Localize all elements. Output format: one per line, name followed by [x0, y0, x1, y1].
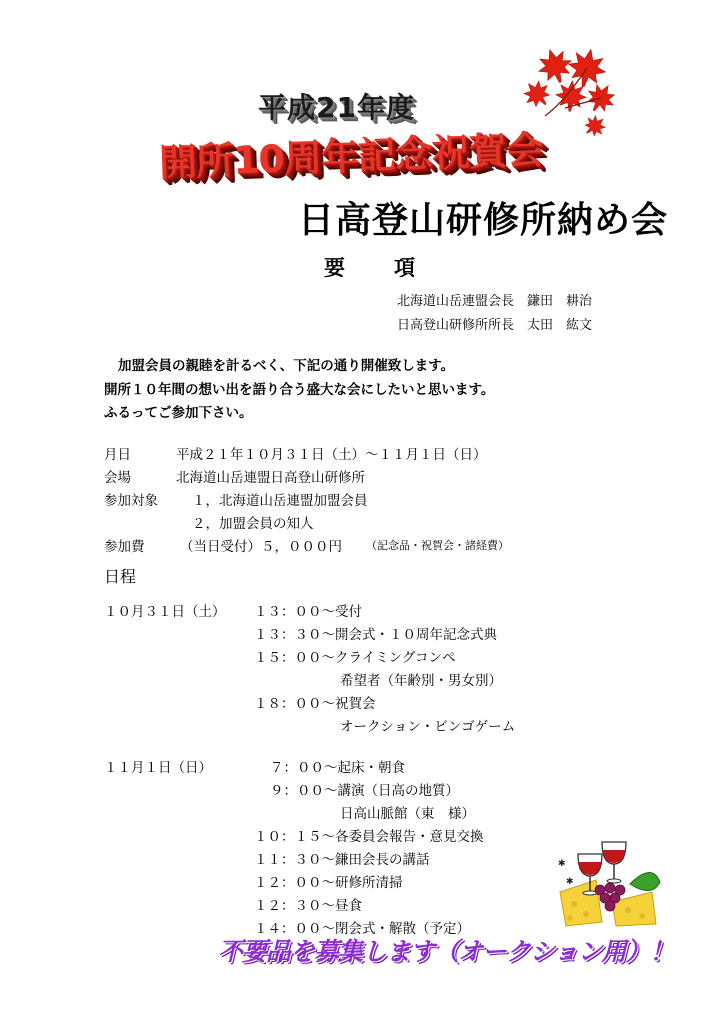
svg-text:✱: ✱ — [566, 877, 574, 887]
schedule-item: １１：３０～鎌田会長の講話 — [254, 852, 430, 868]
fee-note: （記念品・祝賀会・諸経費） — [366, 539, 509, 552]
signatory-1: 北海道山岳連盟会長 鎌田 耕治 — [397, 294, 593, 309]
venue-value: 北海道山岳連盟日高登山研修所 — [176, 470, 365, 486]
bottom-note: 不要品を募集します（オークション用）！ — [218, 937, 674, 966]
schedule-item: １３：００～受付 — [254, 604, 362, 620]
target-1: １，北海道山岳連盟加盟会員 — [192, 493, 368, 509]
page-title: 日高登山研修所納め会 — [298, 200, 669, 241]
schedule-item: １０：１５～各委員会報告・意見交換 — [254, 829, 484, 845]
day2-date: １１月１日（日） — [104, 760, 212, 776]
schedule-heading: 日程 — [104, 567, 137, 586]
day1-date: １０月３１日（土） — [104, 604, 226, 620]
schedule-item: １８：００～祝賀会 — [254, 696, 376, 712]
schedule-item: ７：００～起床・朝食 — [270, 760, 405, 776]
fee-value: （当日受付）５，０００円 — [180, 539, 342, 555]
schedule-item: １２：００～研修所清掃 — [254, 875, 403, 891]
signatory-2: 日高登山研修所所長 太田 紘文 — [397, 318, 593, 333]
schedule-item: １４：００～閉会式・解散（予定） — [254, 921, 470, 937]
schedule-item-note: オークション・ビンゴゲーム — [340, 719, 516, 735]
target-2: ２，加盟会員の知人 — [192, 516, 314, 532]
document-subtitle: 要 項 — [324, 256, 429, 280]
intro-line-1: 加盟会員の親睦を計るべく、下記の通り開催致します。 — [118, 358, 455, 374]
schedule-item: １２：３０～昼食 — [254, 898, 362, 914]
date-value: 平成２１年１０月３１日（土）～１１月１日（日） — [176, 447, 487, 463]
svg-text:✱: ✱ — [558, 859, 566, 869]
schedule-item: １５：００～クライミングコンペ — [254, 650, 456, 666]
intro-line-2: 開所１０年間の想い出を語り合う盛大な会にしたいと思います。 — [104, 382, 495, 398]
schedule-item-note: 日高山脈館（東 様） — [340, 806, 475, 822]
schedule-item: ９：００～講演（日高の地質） — [270, 783, 459, 799]
wine-grapes-cheese-icon — [556, 832, 666, 928]
intro-line-3: ふるってご参加下さい。 — [104, 405, 253, 421]
target-label: 参加対象 — [104, 493, 158, 509]
venue-label: 会場 — [104, 470, 131, 486]
schedule-item-note: 希望者（年齢別・男女別） — [340, 673, 502, 689]
title-anniversary: 開所10周年記念祝賀会 — [158, 127, 544, 185]
fee-label: 参加費 — [104, 539, 145, 555]
schedule-item: １３：３０～開会式・１０周年記念式典 — [254, 627, 497, 643]
title-year: 平成21年度 — [258, 91, 415, 124]
date-label: 月日 — [104, 447, 131, 463]
